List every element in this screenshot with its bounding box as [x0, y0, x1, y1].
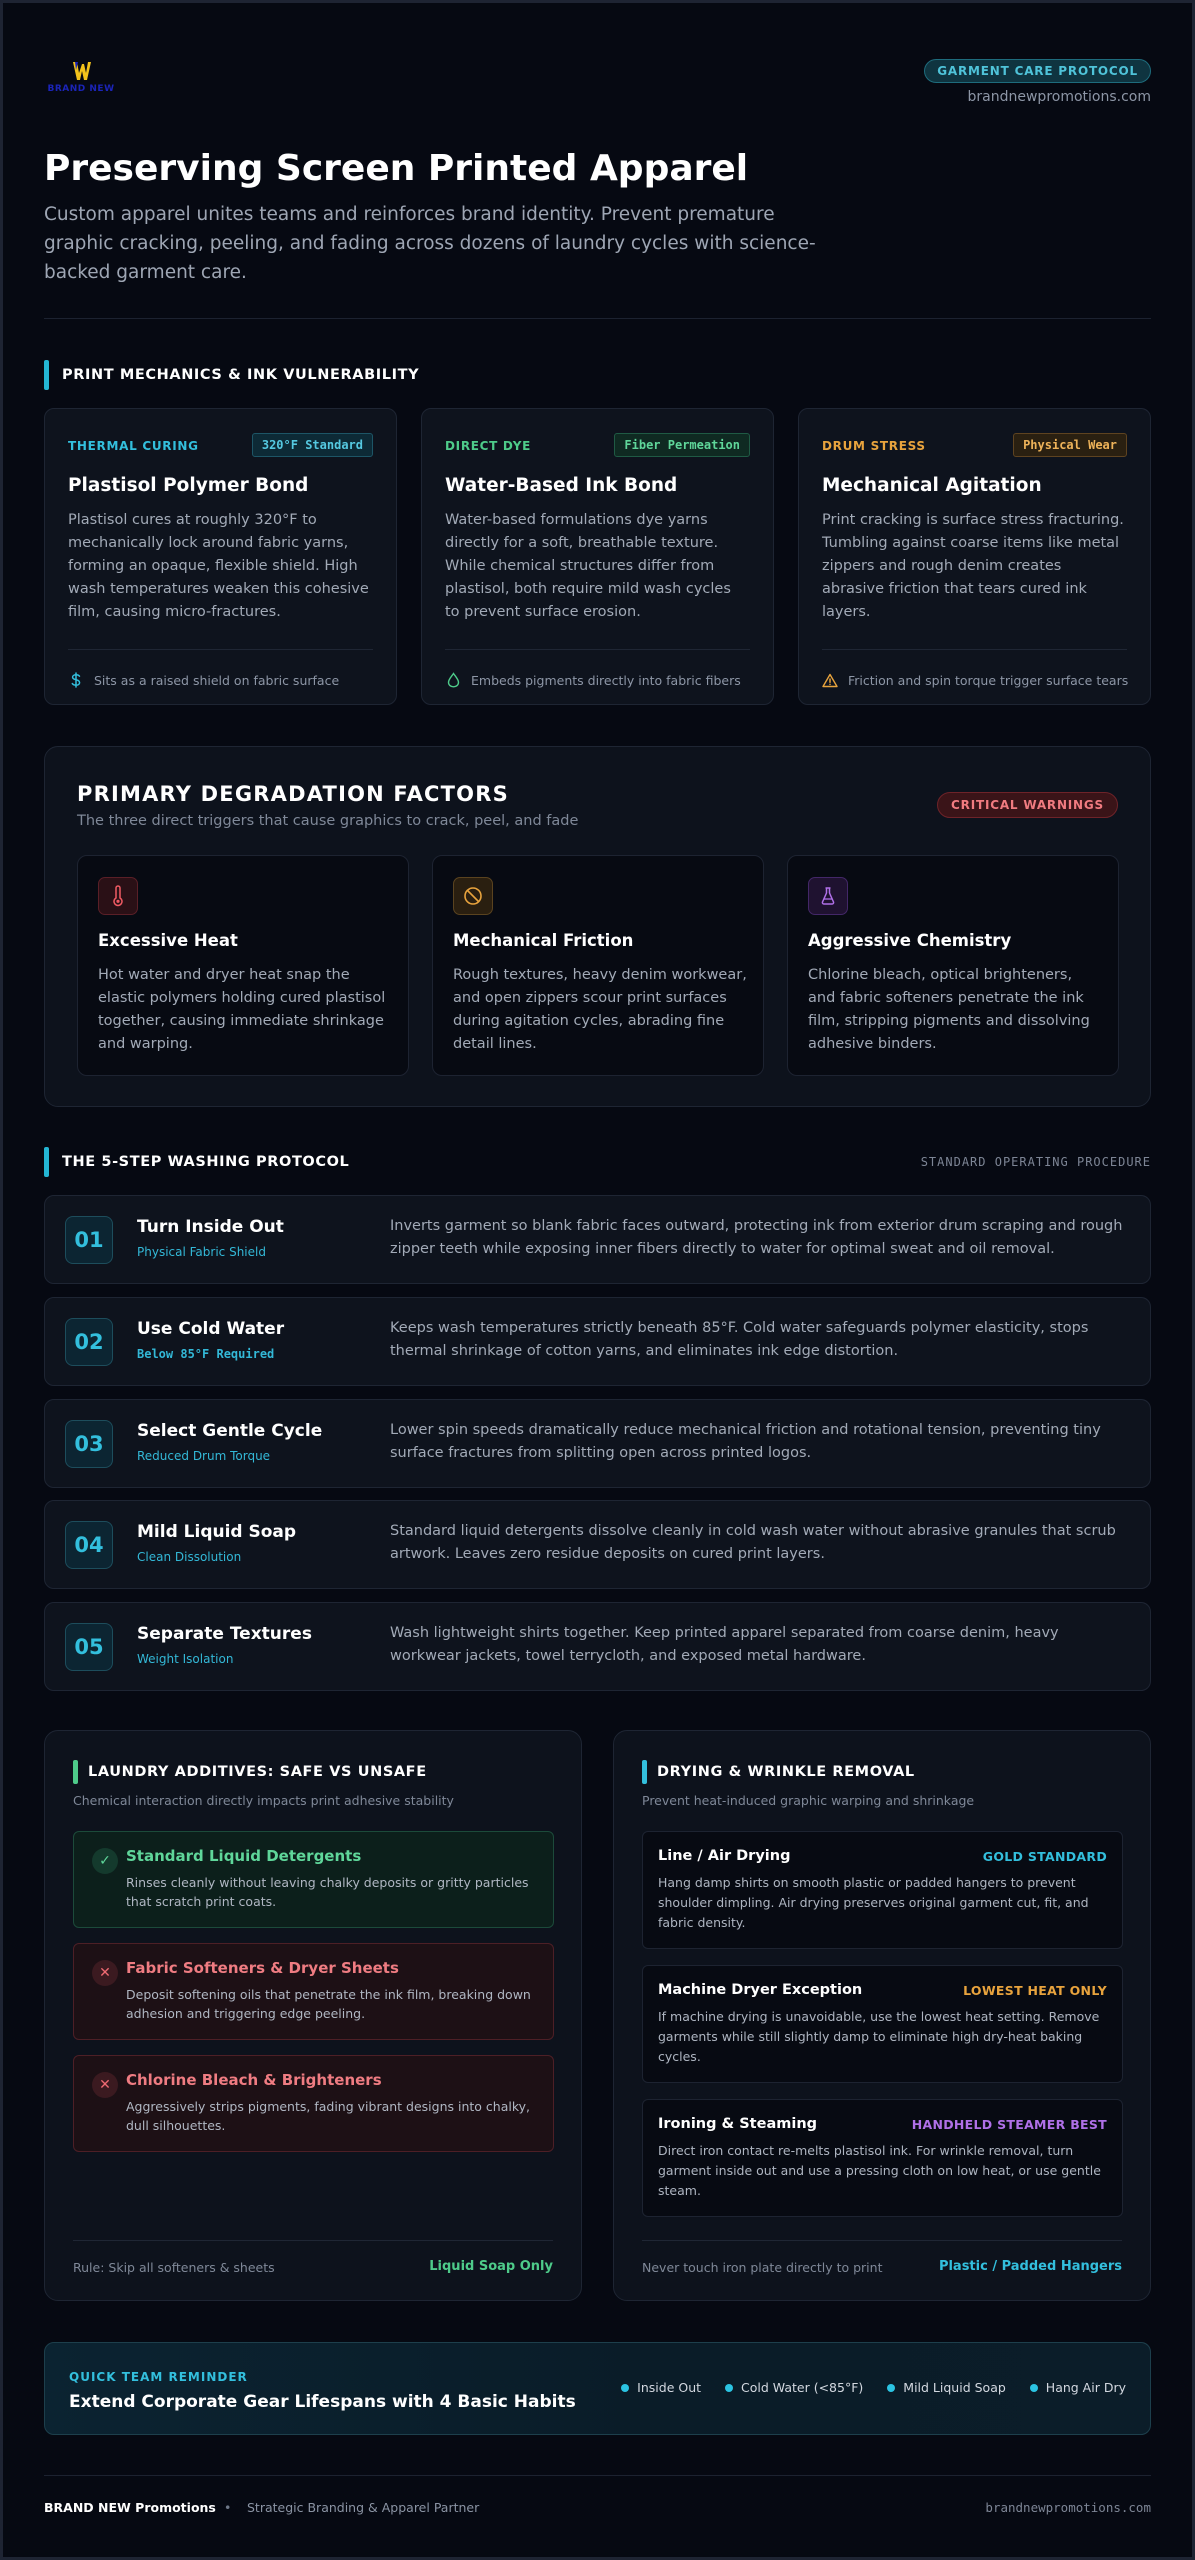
degradation-card-title: Excessive Heat [98, 931, 238, 950]
page-subtitle: Custom apparel unites teams and reinforces brand identity. Prevent premature graphic cracking, peeling, and fading across dozens of laundry cycles with science-backed garment care. [44, 204, 816, 283]
panel-footer-rule: Never touch iron plate directly to print [642, 2260, 883, 2275]
protocol-badge: GARMENT CARE PROTOCOL [924, 59, 1151, 83]
card-kicker: DIRECT DYE [445, 439, 532, 453]
drying-item-tag: HANDHELD STEAMER BEST [911, 2117, 1107, 2132]
card-kicker: DRUM STRESS [822, 439, 926, 453]
step-row [44, 1297, 1151, 1386]
step-title: Turn Inside Out [137, 1217, 284, 1237]
step-title: Mild Liquid Soap [137, 1522, 297, 1542]
degradation-subtitle: The three direct triggers that cause graphics to crack, peel, and fade [77, 813, 579, 829]
step-title: Use Cold Water [137, 1319, 285, 1339]
x-icon: ✕ [92, 1960, 118, 1986]
logo-mark-icon [72, 60, 92, 82]
step-subtitle: Weight Isolation [137, 1652, 234, 1666]
card-divider [822, 649, 1127, 650]
additive-item-unsafe [73, 2055, 554, 2152]
degradation-card-title: Aggressive Chemistry [808, 931, 1012, 950]
drying-panel [613, 1730, 1151, 2301]
additive-title: Standard Liquid Detergents [126, 1847, 362, 1865]
drying-item-title: Machine Dryer Exception [658, 1982, 863, 1998]
bullet-dot-icon [621, 2384, 629, 2392]
panel-divider [642, 2240, 1122, 2241]
additives-panel [44, 1730, 582, 2301]
step-row [44, 1602, 1151, 1691]
habit-label: Hang Air Dry [1045, 2380, 1126, 2395]
card-footer-text: Friction and spin torque trigger surface tears [848, 672, 1129, 688]
step-number: 01 [65, 1216, 113, 1264]
drying-item-body: Hang damp shirts on smooth plastic or padded hangers to prevent shoulder dimpling. Air drying preserves original garment cut, fit, and fabric density. [658, 1875, 1089, 1930]
card-divider [445, 649, 750, 650]
warning-icon [822, 672, 838, 688]
degradation-card-title: Mechanical Friction [453, 931, 634, 950]
step-row [44, 1399, 1151, 1488]
card-footer [68, 672, 339, 688]
footer-url[interactable]: brandnewpromotions.com [985, 2500, 1151, 2515]
section-title: THE 5-STEP WASHING PROTOCOL [62, 1154, 350, 1170]
panel-divider [73, 2240, 553, 2241]
step-title: Select Gentle Cycle [137, 1421, 323, 1441]
card-body: Print cracking is surface stress fracturing. Tumbling against coarse items like metal zippers and rough denim creates abrasive friction that tears cured ink layers. [822, 512, 1124, 620]
card-divider [68, 649, 373, 650]
habit-item [621, 2380, 701, 2395]
habit-list [621, 2380, 1126, 2395]
degradation-card-chemistry [787, 855, 1119, 1076]
panel-accent-bar [73, 1760, 78, 1784]
card-title: Plastisol Polymer Bond [68, 475, 309, 496]
mechanics-card-drum-stress [798, 408, 1151, 705]
panel-footer-rule: Rule: Skip all softeners & sheets [73, 2260, 275, 2275]
additive-body: Rinses cleanly without leaving chalky deposits or gritty particles that scratch print coats. [126, 1875, 529, 1909]
panel-footer-highlight: Plastic / Padded Hangers [938, 2259, 1122, 2274]
card-badge: Physical Wear [1013, 433, 1127, 457]
panel-accent-bar [642, 1760, 647, 1784]
step-number: 04 [65, 1521, 113, 1569]
degradation-panel [44, 746, 1151, 1107]
step-title: Separate Textures [137, 1624, 312, 1644]
card-footer-text: Sits as a raised shield on fabric surface [94, 672, 340, 688]
additive-item-unsafe [73, 1943, 554, 2040]
footer-divider [44, 2475, 1151, 2476]
panel-title: LAUNDRY ADDITIVES: SAFE VS UNSAFE [88, 1764, 427, 1780]
panel-header [642, 1760, 915, 1784]
step-number: 02 [65, 1318, 113, 1366]
additive-item-safe [73, 1831, 554, 1928]
sop-label: STANDARD OPERATING PROCEDURE [920, 1155, 1151, 1169]
bullet-dot-icon [725, 2384, 733, 2392]
step-description: Inverts garment so blank fabric faces outward, protecting ink from exterior drum scraping and rough zipper teeth while exposing inner fibers directly to water for optimal sweat and oil removal. [390, 1218, 1123, 1257]
drying-item [642, 1965, 1123, 2083]
card-badge: 320°F Standard [252, 433, 373, 457]
habit-item [725, 2380, 863, 2395]
section-title: PRINT MECHANICS & INK VULNERABILITY [62, 367, 420, 383]
additive-body: Deposit softening oils that penetrate the ink film, breaking down adhesion and triggering edge peeling. [126, 1987, 531, 2021]
section-accent-bar [44, 360, 49, 390]
degradation-card-body: Rough textures, heavy denim workwear, and open zippers scour print surfaces during agitation cycles, abrading fine detail lines. [453, 967, 747, 1052]
panel-title: DRYING & WRINKLE REMOVAL [657, 1764, 915, 1780]
mechanics-card-thermal [44, 408, 397, 705]
habit-item [1030, 2380, 1126, 2395]
drying-item-tag: LOWEST HEAT ONLY [963, 1983, 1107, 1998]
mechanics-card-direct-dye [421, 408, 774, 705]
step-description: Standard liquid detergents dissolve cleanly in cold wash water without abrasive granules that scrub artwork. Leaves zero residue deposits on cured print layers. [390, 1523, 1116, 1562]
bullet-dot-icon [1030, 2384, 1038, 2392]
card-title: Water-Based Ink Bond [445, 475, 678, 496]
footer-brand: BRAND NEW Promotions [44, 2500, 216, 2515]
check-icon: ✓ [92, 1848, 118, 1874]
drying-item [642, 1831, 1123, 1949]
panel-header [73, 1760, 427, 1784]
step-number: 03 [65, 1420, 113, 1468]
step-number: 05 [65, 1623, 113, 1671]
mechanics-section-header [44, 360, 419, 390]
no-entry-icon [453, 877, 493, 915]
degradation-title: PRIMARY DEGRADATION FACTORS [77, 782, 509, 806]
drying-item-title: Ironing & Steaming [658, 2116, 818, 2132]
drying-item-body: Direct iron contact re-melts plastisol ink. For wrinkle removal, turn garment inside out and use a pressing cloth on low heat, or use gentle steam. [658, 2143, 1101, 2198]
additive-title: Fabric Softeners & Dryer Sheets [126, 1959, 399, 1977]
brand-logo[interactable] [44, 58, 118, 102]
step-description: Wash lightweight shirts together. Keep printed apparel separated from coarse denim, heavy workwear jackets, towel terrycloth, and exposed metal hardware. [390, 1625, 1059, 1664]
logo-wordmark: BRAND NEW [47, 84, 115, 94]
team-reminder-banner [44, 2342, 1151, 2435]
thermometer-icon [98, 877, 138, 915]
page-title: Preserving Screen Printed Apparel [44, 148, 749, 189]
habit-label: Cold Water (<85°F) [741, 2380, 864, 2395]
step-description: Keeps wash temperatures strictly beneath 85°F. Cold water safeguards polymer elasticity, stops thermal shrinkage of cotton yarns, and eliminates ink edge distortion. [390, 1320, 1089, 1359]
panel-footer-highlight: Liquid Soap Only [429, 2259, 553, 2274]
step-subtitle: Below 85°F Required [137, 1347, 275, 1361]
habit-label: Inside Out [637, 2380, 702, 2395]
flask-icon [808, 877, 848, 915]
card-body: Water-based formulations dye yarns directly for a soft, breathable texture. While chemical structures differ from plastisol, both require mild wash cycles to prevent surface erosion. [445, 512, 731, 620]
protocol-section-header [44, 1147, 349, 1177]
step-subtitle: Reduced Drum Torque [137, 1449, 271, 1463]
drying-item-body: If machine drying is unavoidable, use the lowest heat setting. Remove garments while still slightly damp to eliminate high dry-heat baking cycles. [658, 2009, 1100, 2064]
x-icon: ✕ [92, 2072, 118, 2098]
card-footer [445, 672, 741, 688]
drying-item-title: Line / Air Drying [658, 1848, 791, 1864]
card-body: Plastisol cures at roughly 320°F to mechanically lock around fabric yarns, forming an opaque, flexible shield. High wash temperatures weaken this cohesive film, causing micro-fractures. [68, 512, 369, 620]
degradation-card-heat [77, 855, 409, 1076]
section-accent-bar [44, 1147, 49, 1177]
panel-subtitle: Chemical interaction directly impacts print adhesive stability [73, 1793, 454, 1808]
card-badge: Fiber Permeation [614, 433, 750, 457]
step-row [44, 1195, 1151, 1284]
footer-tagline: Strategic Branding & Apparel Partner [247, 2500, 480, 2515]
bullet-dot-icon [887, 2384, 895, 2392]
card-kicker: THERMAL CURING [68, 439, 199, 453]
reminder-kicker: QUICK TEAM REMINDER [69, 2370, 248, 2384]
header-divider [44, 318, 1151, 319]
habit-item [887, 2380, 1006, 2395]
dollar-icon [68, 672, 84, 688]
droplet-icon [445, 672, 461, 688]
additive-body: Aggressively strips pigments, fading vibrant designs into chalky, dull silhouettes. [126, 2099, 531, 2133]
drying-item-tag: GOLD STANDARD [982, 1849, 1107, 1864]
step-subtitle: Clean Dissolution [137, 1550, 242, 1564]
reminder-title: Extend Corporate Gear Lifespans with 4 Basic Habits [69, 2392, 576, 2412]
footer-separator: • [224, 2500, 232, 2515]
step-description: Lower spin speeds dramatically reduce mechanical friction and rotational tension, preventing tiny surface fractures from splitting open across printed logos. [390, 1422, 1101, 1461]
critical-warnings-badge: CRITICAL WARNINGS [937, 792, 1118, 818]
panel-subtitle: Prevent heat-induced graphic warping and shrinkage [642, 1793, 975, 1808]
step-row [44, 1500, 1151, 1589]
drying-item [642, 2099, 1123, 2217]
card-title: Mechanical Agitation [822, 475, 1042, 496]
degradation-card-friction [432, 855, 764, 1076]
habit-label: Mild Liquid Soap [903, 2380, 1006, 2395]
additive-title: Chlorine Bleach & Brighteners [126, 2071, 382, 2089]
card-footer [822, 672, 1128, 688]
site-url[interactable]: brandnewpromotions.com [967, 89, 1151, 105]
degradation-card-body: Chlorine bleach, optical brighteners, and fabric softeners penetrate the ink film, stripping pigments and dissolving adhesive binders. [808, 967, 1090, 1052]
step-subtitle: Physical Fabric Shield [137, 1245, 266, 1259]
degradation-card-body: Hot water and dryer heat snap the elastic polymers holding cured plastisol together, causing immediate shrinkage and warping. [98, 967, 386, 1052]
card-footer-text: Embeds pigments directly into fabric fibers [471, 672, 741, 688]
